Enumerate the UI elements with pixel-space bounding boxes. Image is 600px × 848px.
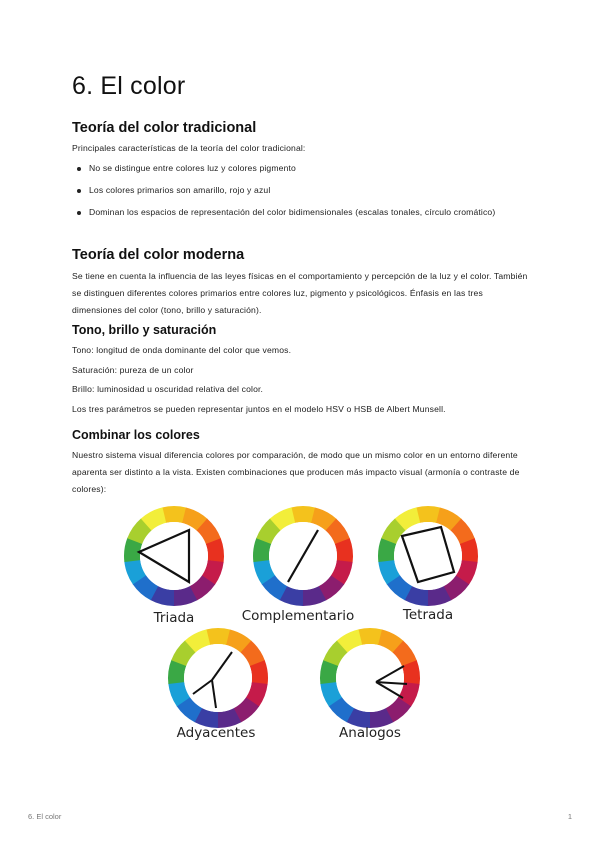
list-item: Los colores primarios son amarillo, rojo y azul xyxy=(72,182,532,199)
label-analogos: Analogos xyxy=(339,725,401,741)
heading-modern: Teoría del color moderna xyxy=(72,247,245,263)
label-adyacentes: Adyacentes xyxy=(176,725,256,741)
combine-body: Nuestro sistema visual diferencia colores por comparación, de modo que un mismo color en un entorno diferente aparenta ser distinto a la vista. Existen combinaciones que producen más impacto visual (armonía o contraste de colores): xyxy=(72,450,520,494)
heading-combine: Combinar los colores xyxy=(72,428,200,442)
wheel-center xyxy=(140,522,208,590)
wheel-center xyxy=(336,644,404,712)
list-item: No se distingue entre colores luz y colores pigmento xyxy=(72,160,532,177)
list-item: Dominan los espacios de representación del color bidimensionales (escalas tonales, círculo cromático) xyxy=(72,204,532,221)
footer-page-number: 1 xyxy=(567,812,572,821)
heading-traditional: Teoría del color tradicional xyxy=(72,120,257,136)
wheel-center xyxy=(184,644,252,712)
traditional-intro: Principales características de la teoría del color tradicional: xyxy=(72,143,306,153)
traditional-bullet-list xyxy=(72,160,532,226)
footer-left: 6. El color xyxy=(28,812,62,821)
heading-tone: Tono, brillo y saturación xyxy=(72,323,217,337)
label-complementario: Complementario xyxy=(241,608,355,624)
analogos-wheel xyxy=(320,628,420,728)
tetrada-wheel xyxy=(378,506,478,606)
label-triada: Triada xyxy=(153,610,195,626)
adyacentes-wheel xyxy=(168,628,268,728)
triada-wheel xyxy=(124,506,224,606)
tone-line: Tono: longitud de onda dominante del color que vemos. xyxy=(72,345,292,355)
hsv-line: Los tres parámetros se pueden representar juntos en el modelo HSV o HSB de Albert Munsell. xyxy=(72,404,446,414)
modern-body: Se tiene en cuenta la influencia de las leyes físicas en el comportamiento y percepción de la luz y el color. También se distinguen diferentes colores primarios entre colores luz, pigmento y psicológicos. Énfasis en las tres dimensiones del color (tono, brillo y saturación). xyxy=(72,271,528,315)
page-title: 6. El color xyxy=(72,72,186,100)
color-harmony-figure xyxy=(0,498,600,758)
brightness-line: Brillo: luminosidad u oscuridad relativa del color. xyxy=(72,384,264,394)
saturation-line: Saturación: pureza de un color xyxy=(72,365,194,375)
label-tetrada: Tetrada xyxy=(402,607,454,623)
